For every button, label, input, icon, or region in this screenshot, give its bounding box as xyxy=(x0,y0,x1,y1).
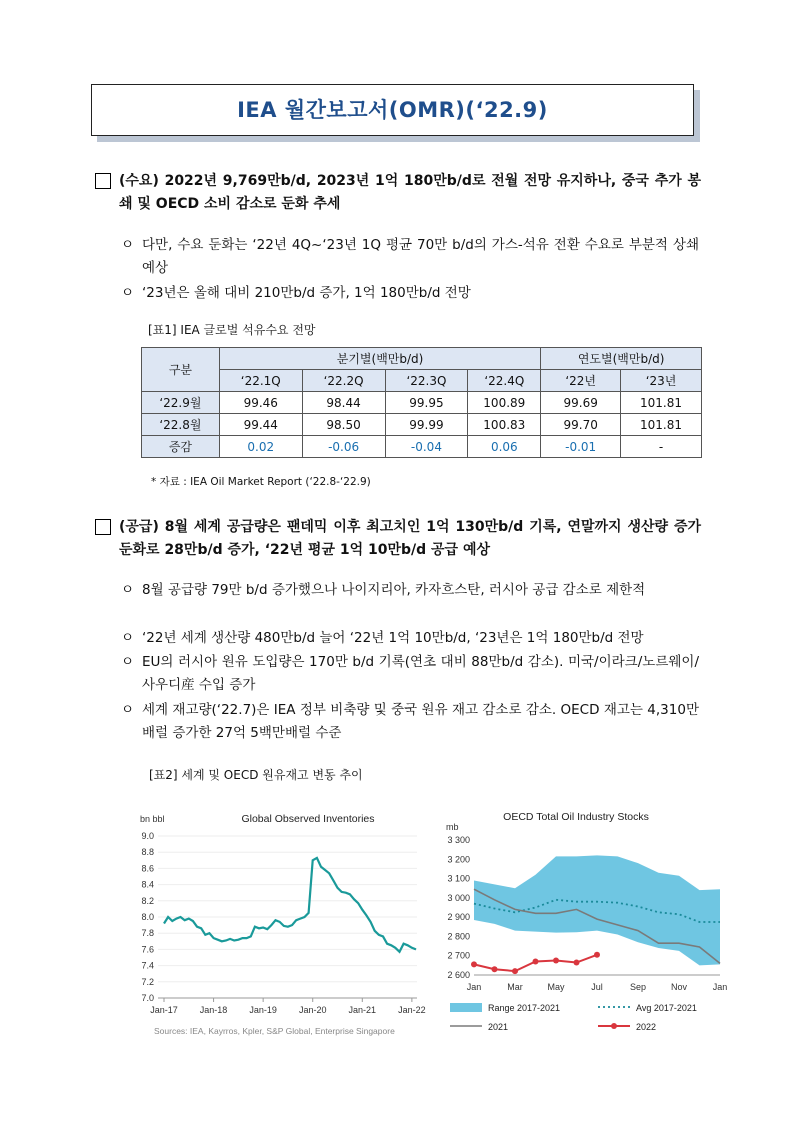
y-tick-label: 7.2 xyxy=(141,976,154,987)
table-cell: 0.06 xyxy=(468,436,541,458)
checkbox-square-icon xyxy=(95,173,111,189)
series-2022-point xyxy=(574,959,580,965)
supply-bullet-4 xyxy=(121,699,699,745)
circle-bullet-icon: ㅇ xyxy=(121,654,135,670)
column-header: ‘22년 xyxy=(541,370,621,392)
supply-bullet-text: 8월 공급량 79만 b/d 증가했으나 나이지리아, 카자흐스탄, 러시아 공급 감소로 제한적 xyxy=(142,582,646,598)
supply-bullet-text: EU의 러시아 원유 도입량은 170만 b/d 기록(연초 대비 88만b/d 감소). 미국/이라크/노르웨이/사우디産 수입 증가 xyxy=(142,654,699,693)
legend-label: Avg 2017-2021 xyxy=(636,1003,697,1013)
series-2022-point xyxy=(533,959,539,965)
chart-title: Global Observed Inventories xyxy=(241,813,375,825)
y-tick-label: 7.8 xyxy=(141,928,154,939)
table-row xyxy=(142,436,702,458)
chart-legend xyxy=(450,1003,697,1032)
x-tick-label: Jan-19 xyxy=(249,1005,277,1015)
section-supply-heading: (공급) 8월 세계 공급량은 팬데믹 이후 최고치인 1억 130만b/d 기록, 연말까지 생산량 증가 둔화로 28만b/d 증가, ‘22년 평균 1억 10만b/d 공급 예상 xyxy=(119,519,701,558)
section-supply xyxy=(95,516,701,562)
x-tick-label: May xyxy=(547,982,565,992)
circle-bullet-icon: ㅇ xyxy=(121,630,135,646)
oecd-stocks-chart xyxy=(430,800,730,1045)
table-row xyxy=(142,414,702,436)
series-2022-point xyxy=(512,968,518,974)
chart-source: Sources: IEA, Kayrros, Kpler, S&P Global, Enterprise Singapore xyxy=(154,1026,395,1036)
table-row xyxy=(142,392,702,414)
table-cell: -0.04 xyxy=(385,436,468,458)
y-tick-label: 7.4 xyxy=(141,960,154,971)
global-inventories-chart xyxy=(130,800,430,1045)
x-tick-label: Jul xyxy=(591,982,603,992)
y-tick-label: 3 300 xyxy=(447,835,470,845)
supply-bullet-text: ‘22년 세계 생산량 480만b/d 늘어 ‘22년 1억 10만b/d, ‘23년은 1억 180만b/d 전망 xyxy=(142,630,644,646)
table-cell: -0.06 xyxy=(302,436,385,458)
circle-bullet-icon: ㅇ xyxy=(121,237,135,253)
title-box xyxy=(91,84,694,136)
series-2022-point xyxy=(553,958,559,964)
table-cell: 101.81 xyxy=(621,414,702,436)
y-tick-label: 2 600 xyxy=(447,970,470,980)
legend-label: Range 2017-2021 xyxy=(488,1003,561,1013)
table2-caption: [표2] 세계 및 OECD 원유재고 변동 추이 xyxy=(149,768,363,782)
series-2022-point xyxy=(492,966,498,972)
annual-group-header: 연도별(백만b/d) xyxy=(541,348,702,370)
y-tick-label: 8.0 xyxy=(141,912,154,922)
table-cell: - xyxy=(621,436,702,458)
legend-swatch-2022-marker xyxy=(611,1023,617,1029)
section-demand xyxy=(95,170,701,216)
demand-bullet-1 xyxy=(121,234,699,280)
table-cell: 99.46 xyxy=(219,392,302,414)
y-tick-label: 2 700 xyxy=(447,950,470,961)
demand-bullet-text: ‘23년은 올해 대비 210만b/d 증가, 1억 180만b/d 전망 xyxy=(142,285,471,301)
section-demand-heading: (수요) 2022년 9,769만b/d, 2023년 1억 180만b/d로 전월 전망 유지하나, 중국 추가 봉쇄 및 OECD 소비 감소로 둔화 추세 xyxy=(119,173,701,212)
y-axis-label: bn bbl xyxy=(140,814,165,824)
table-cell: 99.70 xyxy=(541,414,621,436)
y-tick-label: 3 200 xyxy=(447,854,470,865)
y-tick-label: 8.6 xyxy=(141,863,154,874)
range-band xyxy=(474,855,720,965)
column-header: ‘22.3Q xyxy=(385,370,468,392)
y-tick-label: 8.4 xyxy=(141,879,154,890)
y-tick-label: 9.0 xyxy=(141,831,154,841)
x-tick-label: Nov xyxy=(670,982,688,992)
y-tick-label: 8.8 xyxy=(141,847,154,858)
demand-outlook-table xyxy=(141,347,702,458)
table-cell: 101.81 xyxy=(621,392,702,414)
table-cell: 100.89 xyxy=(468,392,541,414)
table-cell: 99.44 xyxy=(219,414,302,436)
table1-caption: [표1] IEA 글로벌 석유수요 전망 xyxy=(148,323,316,337)
x-tick-label: Jan-20 xyxy=(298,1005,327,1015)
y-tick-label: 8.2 xyxy=(141,895,154,906)
inventory-series-line xyxy=(164,858,416,952)
row-label: ‘22.9월 xyxy=(142,392,220,414)
table-cell: 99.95 xyxy=(385,392,468,414)
series-2022-point xyxy=(471,961,477,967)
y-tick-label: 2 800 xyxy=(447,931,470,942)
table-cell: -0.01 xyxy=(541,436,621,458)
y-axis-label: mb xyxy=(446,822,459,832)
x-tick-label: Jan xyxy=(466,982,482,992)
demand-bullet-text: 다만, 수요 둔화는 ‘22년 4Q~‘23년 1Q 평균 70만 b/d의 가스-석유 전환 수요로 부분적 상쇄 예상 xyxy=(142,237,699,276)
table-cell: 98.44 xyxy=(302,392,385,414)
supply-bullet-3 xyxy=(121,651,699,697)
circle-bullet-icon: ㅇ xyxy=(121,285,135,301)
table-cell: 0.02 xyxy=(219,436,302,458)
series-2022-point xyxy=(594,952,600,958)
supply-bullet-1 xyxy=(121,579,699,602)
x-tick-label: Jan-22 xyxy=(398,1005,426,1015)
x-tick-label: Jan xyxy=(712,982,728,992)
column-header: ‘22.4Q xyxy=(468,370,541,392)
checkbox-square-icon xyxy=(95,519,111,535)
legend-label: 2021 xyxy=(488,1022,509,1032)
table-cell: 98.50 xyxy=(302,414,385,436)
x-tick-label: Jan-17 xyxy=(150,1005,178,1015)
table-corner: 구분 xyxy=(142,348,220,392)
y-tick-label: 7.0 xyxy=(141,993,154,1003)
x-tick-label: Jan-21 xyxy=(348,1005,377,1015)
x-tick-label: Jan-18 xyxy=(199,1005,228,1015)
y-tick-label: 3 100 xyxy=(447,873,470,884)
legend-label: 2022 xyxy=(636,1022,657,1032)
y-tick-label: 3 000 xyxy=(447,892,470,903)
row-label: 증감 xyxy=(142,436,220,458)
table-cell: 99.69 xyxy=(541,392,621,414)
chart-title: OECD Total Oil Industry Stocks xyxy=(503,811,649,823)
x-tick-label: Mar xyxy=(507,982,523,992)
demand-bullet-2 xyxy=(121,282,699,305)
column-header: ‘22.1Q xyxy=(219,370,302,392)
row-label: ‘22.8월 xyxy=(142,414,220,436)
legend-swatch-range xyxy=(450,1003,482,1012)
table1-source-note: * 자료 : IEA Oil Market Report (‘22.8-‘22.9) xyxy=(151,476,371,488)
y-tick-label: 7.6 xyxy=(141,944,154,955)
table-cell: 100.83 xyxy=(468,414,541,436)
supply-bullet-text: 세계 재고량(‘22.7)은 IEA 정부 비축량 및 중국 원유 재고 감소로 감소. OECD 재고는 4,310만배럴 증가한 27억 5백만배럴 수준 xyxy=(142,702,699,741)
x-tick-label: Sep xyxy=(629,982,647,992)
supply-bullet-2 xyxy=(121,627,699,650)
page-title: IEA 월간보고서(OMR)(‘22.9) xyxy=(237,98,548,122)
circle-bullet-icon: ㅇ xyxy=(121,582,135,598)
column-header: ‘22.2Q xyxy=(302,370,385,392)
column-header: ‘23년 xyxy=(621,370,702,392)
table-cell: 99.99 xyxy=(385,414,468,436)
circle-bullet-icon: ㅇ xyxy=(121,702,135,718)
y-tick-label: 2 900 xyxy=(447,912,470,923)
quarterly-group-header: 분기별(백만b/d) xyxy=(219,348,540,370)
